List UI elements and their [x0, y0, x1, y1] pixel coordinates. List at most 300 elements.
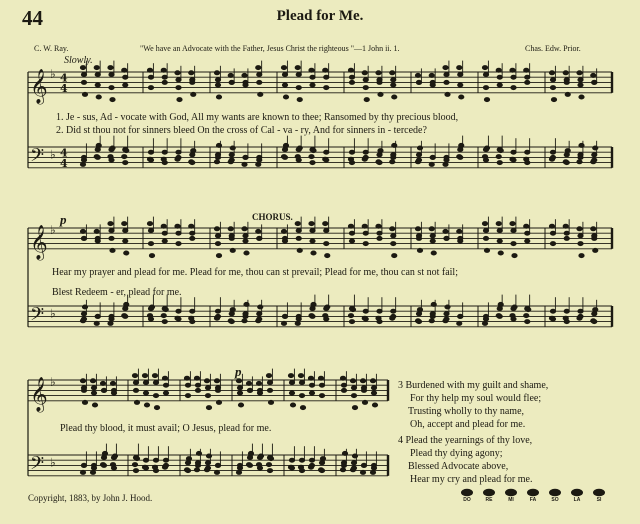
note-head — [190, 320, 195, 324]
note-head — [205, 386, 210, 390]
note-head — [592, 312, 597, 316]
note-head — [429, 162, 434, 166]
note-head — [564, 236, 569, 240]
note-head — [371, 391, 376, 395]
note-head — [340, 468, 345, 472]
note-head — [496, 222, 501, 226]
note-head — [161, 314, 166, 318]
note-head — [511, 158, 516, 162]
note-head — [310, 307, 315, 311]
note-head — [497, 83, 502, 87]
note-head — [563, 224, 568, 228]
verse-4-line-4: Hear my cry and plead for me. — [410, 474, 533, 485]
note-head — [112, 454, 117, 458]
note-head — [484, 146, 489, 150]
note-head — [324, 242, 329, 246]
note-head — [111, 466, 116, 470]
note-head — [378, 149, 383, 153]
note-head — [81, 236, 86, 240]
note-head — [391, 234, 396, 238]
note-head — [498, 149, 503, 153]
note-head — [309, 458, 314, 462]
note-head — [228, 73, 233, 77]
note-head — [124, 149, 129, 153]
note-head — [215, 78, 220, 82]
note-head — [511, 229, 516, 233]
note-head — [175, 224, 180, 228]
note-head — [257, 80, 262, 84]
note-head — [360, 470, 365, 474]
note-head — [243, 239, 248, 243]
note-head — [416, 80, 421, 84]
note-head — [352, 454, 357, 458]
note-head — [289, 458, 294, 462]
note-head — [300, 406, 305, 410]
verse-4-line-3: Blessed Advocate above, — [408, 461, 509, 472]
note-head — [190, 80, 195, 84]
note-head — [310, 83, 315, 87]
note-head — [80, 229, 85, 233]
note-head — [176, 86, 181, 90]
note-head — [134, 457, 139, 461]
note-head — [229, 153, 234, 157]
note-head — [497, 75, 502, 79]
note-head — [147, 68, 152, 72]
note-head — [565, 92, 570, 96]
note-head — [81, 312, 86, 316]
note-head — [324, 158, 329, 162]
note-head — [257, 466, 262, 470]
note-head — [163, 308, 168, 312]
note-head — [81, 158, 86, 162]
time-signature: 4 — [60, 71, 68, 85]
note-head — [445, 92, 450, 96]
note-head — [237, 391, 242, 395]
note-head — [350, 379, 355, 383]
note-head — [324, 229, 329, 233]
note-head — [483, 158, 488, 162]
note-head — [94, 321, 99, 325]
note-head — [550, 155, 555, 159]
note-head — [363, 242, 368, 246]
note-head — [230, 308, 235, 312]
note-head — [324, 317, 329, 321]
note-head — [296, 86, 301, 90]
note-head — [109, 229, 114, 233]
note-head — [579, 143, 584, 147]
note-head — [391, 309, 396, 313]
note-head — [299, 381, 304, 385]
note-head — [257, 158, 262, 162]
note-head — [579, 95, 584, 99]
note-head — [370, 379, 375, 383]
note-head — [153, 469, 158, 473]
note-head — [458, 155, 463, 159]
note-head — [101, 388, 106, 392]
note-head — [550, 231, 555, 235]
note-head — [484, 248, 489, 252]
note-head — [348, 314, 353, 318]
note-head — [564, 80, 569, 84]
note-head — [319, 461, 324, 465]
note-head — [110, 381, 115, 385]
note-head — [196, 451, 201, 455]
note-head — [143, 466, 148, 470]
note-head — [349, 161, 354, 165]
note-head — [483, 73, 488, 77]
note-head — [282, 314, 287, 318]
note-head — [299, 394, 304, 398]
key-signature-flat: ♭ — [50, 67, 56, 82]
note-head — [176, 317, 181, 321]
note-head — [497, 161, 502, 165]
note-head — [289, 391, 294, 395]
note-head — [163, 391, 168, 395]
note-head — [550, 86, 555, 90]
note-head — [244, 302, 249, 306]
scripture-epigraph: "We have an Advocate with the Father, Jesus Christ the righteous "—1 John ii. 1. — [140, 44, 400, 53]
note-head — [392, 95, 397, 99]
note-head — [325, 254, 330, 258]
note-head — [290, 403, 295, 407]
note-head — [349, 320, 354, 324]
note-head — [96, 95, 101, 99]
chorus-lyric-line-1: Hear my prayer and plead for me. Plead for me, thou can st prevail; Plead for me, thou can st not fail; — [52, 267, 458, 278]
note-head — [215, 314, 220, 318]
note-head — [323, 222, 328, 226]
note-head — [564, 161, 569, 165]
note-head — [267, 388, 272, 392]
note-head — [143, 458, 148, 462]
chorus-lyric-line-2: Blest Redeem - er, plead for me. — [52, 287, 182, 298]
note-head — [289, 466, 294, 470]
note-head — [148, 229, 153, 233]
note-head — [348, 68, 353, 72]
note-head — [229, 158, 234, 162]
note-head — [257, 312, 262, 316]
note-head — [512, 254, 517, 258]
note-head — [324, 150, 329, 154]
note-head — [364, 98, 369, 102]
note-head — [266, 463, 271, 467]
note-head — [123, 239, 128, 243]
note-head — [371, 386, 376, 390]
note-head — [247, 456, 252, 460]
note-head — [591, 73, 596, 77]
note-head — [565, 149, 570, 153]
note-head — [498, 251, 503, 255]
note-head — [444, 236, 449, 240]
note-head — [154, 406, 159, 410]
note-head — [190, 309, 195, 313]
note-head — [91, 391, 96, 395]
note-head — [349, 150, 354, 154]
note-head — [144, 403, 149, 407]
note-head — [162, 376, 167, 380]
note-head — [162, 75, 167, 79]
note-head — [511, 150, 516, 154]
note-head — [257, 73, 262, 77]
note-head — [579, 254, 584, 258]
note-head — [296, 158, 301, 162]
note-head — [352, 406, 357, 410]
note-head — [80, 379, 85, 383]
note-head — [205, 466, 210, 470]
note-head — [318, 376, 323, 380]
note-head — [391, 155, 396, 159]
note-head — [392, 254, 397, 258]
note-head — [378, 92, 383, 96]
note-head — [363, 86, 368, 90]
key-signature-flat: ♭ — [50, 455, 56, 470]
note-head — [109, 73, 114, 77]
note-head — [148, 242, 153, 246]
note-head — [133, 388, 138, 392]
note-head — [176, 150, 181, 154]
note-head — [578, 309, 583, 313]
note-head — [363, 231, 368, 235]
note-head — [351, 386, 356, 390]
verse-3-line-1: 3 Burdened with my guilt and shame, — [398, 380, 549, 391]
note-head — [95, 239, 100, 243]
note-head — [95, 155, 100, 159]
note-head — [109, 158, 114, 162]
note-head — [299, 469, 304, 473]
note-head — [147, 222, 152, 226]
hymn-title: Plead for Me. — [276, 8, 364, 24]
note-head — [309, 391, 314, 395]
note-head — [195, 463, 200, 467]
bass-clef: 𝄢 — [30, 304, 45, 330]
note-head — [351, 461, 356, 465]
note-head — [299, 458, 304, 462]
note-head — [324, 86, 329, 90]
note-head — [185, 461, 190, 465]
note-head — [149, 305, 154, 309]
note-head — [578, 242, 583, 246]
note-head — [184, 376, 189, 380]
note-head — [390, 227, 395, 231]
note-head — [195, 388, 200, 392]
dynamic-piano-mark-2: p — [235, 364, 242, 379]
note-head — [94, 66, 99, 70]
note-head — [80, 162, 85, 166]
note-head — [350, 308, 355, 312]
note-head — [108, 66, 113, 70]
note-head — [309, 383, 314, 387]
note-head — [133, 381, 138, 385]
note-head — [215, 234, 220, 238]
note-head — [496, 155, 501, 159]
chorus-label: CHORUS. — [252, 212, 293, 222]
note-head — [295, 66, 300, 70]
note-head — [430, 155, 435, 159]
note-head — [362, 224, 367, 228]
note-head — [194, 376, 199, 380]
note-head — [458, 314, 463, 318]
note-head — [244, 251, 249, 255]
note-head — [498, 302, 503, 306]
note-head — [577, 71, 582, 75]
note-head — [215, 388, 220, 392]
note-head — [342, 451, 347, 455]
note-head — [256, 162, 261, 166]
note-head — [482, 321, 487, 325]
note-head — [511, 317, 516, 321]
note-head — [578, 234, 583, 238]
note-head — [417, 248, 422, 252]
note-head — [90, 379, 95, 383]
treble-clef: 𝄞 — [30, 68, 48, 104]
note-head — [230, 248, 235, 252]
note-head — [351, 466, 356, 470]
note-head — [215, 155, 220, 159]
note-head — [416, 158, 421, 162]
note-head — [578, 314, 583, 318]
note-head — [148, 150, 153, 154]
note-head — [592, 80, 597, 84]
note-head — [82, 305, 87, 309]
note-head — [415, 227, 420, 231]
note-head — [95, 83, 100, 87]
note-head — [309, 68, 314, 72]
note-head — [94, 229, 99, 233]
note-head — [124, 302, 129, 306]
note-head — [175, 71, 180, 75]
note-head — [153, 458, 158, 462]
note-head — [340, 376, 345, 380]
note-head — [134, 400, 139, 404]
note-head — [360, 379, 365, 383]
note-head — [216, 95, 221, 99]
note-head — [309, 463, 314, 467]
note-head — [229, 236, 234, 240]
note-head — [176, 155, 181, 159]
note-head — [551, 98, 556, 102]
composer-credit: C. W. Ray. — [34, 44, 69, 53]
note-head — [163, 463, 168, 467]
note-head — [281, 321, 286, 325]
note-head — [578, 83, 583, 87]
note-head — [311, 149, 316, 153]
copyright-notice: Copyright, 1883, by John J. Hood. — [28, 493, 153, 503]
note-head — [229, 80, 234, 84]
note-head — [162, 80, 167, 84]
shape-note-la: LA — [568, 488, 586, 503]
note-head — [176, 242, 181, 246]
note-head — [282, 155, 287, 159]
note-head — [310, 239, 315, 243]
note-head — [81, 73, 86, 77]
key-signature-flat: ♭ — [50, 306, 56, 321]
note-head — [483, 86, 488, 90]
note-head — [257, 391, 262, 395]
note-head — [205, 394, 210, 398]
note-head — [457, 229, 462, 233]
note-head — [592, 158, 597, 162]
note-head — [362, 71, 367, 75]
note-head — [377, 80, 382, 84]
note-head — [110, 98, 115, 102]
note-head — [444, 312, 449, 316]
note-head — [429, 73, 434, 77]
note-head — [525, 161, 530, 165]
note-head — [122, 68, 127, 72]
note-head — [511, 75, 516, 79]
note-head — [362, 400, 367, 404]
note-head — [484, 98, 489, 102]
note-head — [564, 309, 569, 313]
note-head — [132, 374, 137, 378]
note-head — [162, 150, 167, 154]
note-head — [142, 374, 147, 378]
note-head — [161, 224, 166, 228]
bass-clef: 𝄢 — [30, 453, 45, 479]
note-head — [592, 236, 597, 240]
note-head — [109, 317, 114, 321]
note-head — [282, 73, 287, 77]
note-head — [185, 469, 190, 473]
note-head — [237, 466, 242, 470]
note-head — [190, 161, 195, 165]
note-head — [458, 83, 463, 87]
note-head — [108, 222, 113, 226]
note-head — [430, 83, 435, 87]
note-head — [190, 153, 195, 157]
note-head — [123, 83, 128, 87]
note-head — [242, 227, 247, 231]
note-head — [214, 71, 219, 75]
note-head — [577, 227, 582, 231]
note-head — [190, 236, 195, 240]
note-head — [550, 150, 555, 154]
note-head — [109, 236, 114, 240]
note-head — [123, 161, 128, 165]
note-head — [592, 153, 597, 157]
note-head — [162, 239, 167, 243]
note-head — [133, 469, 138, 473]
note-head — [230, 146, 235, 150]
note-head — [524, 224, 529, 228]
note-head — [81, 463, 86, 467]
note-head — [512, 305, 517, 309]
key-signature-flat: ♭ — [50, 147, 56, 162]
note-head — [143, 391, 148, 395]
note-head — [123, 75, 128, 79]
note-head — [482, 222, 487, 226]
note-head — [82, 400, 87, 404]
bass-clef: 𝄢 — [30, 145, 45, 171]
note-head — [81, 80, 86, 84]
note-head — [525, 80, 530, 84]
note-head — [349, 75, 354, 79]
note-head — [593, 308, 598, 312]
note-head — [123, 307, 128, 311]
note-head — [282, 239, 287, 243]
note-head — [525, 231, 530, 235]
note-head — [320, 457, 325, 461]
note-head — [162, 231, 167, 235]
note-head — [283, 95, 288, 99]
note-head — [309, 222, 314, 226]
note-head — [311, 251, 316, 255]
note-head — [363, 78, 368, 82]
note-head — [458, 148, 463, 152]
note-head — [549, 224, 554, 228]
note-head — [229, 312, 234, 316]
note-head — [459, 95, 464, 99]
note-head — [377, 320, 382, 324]
